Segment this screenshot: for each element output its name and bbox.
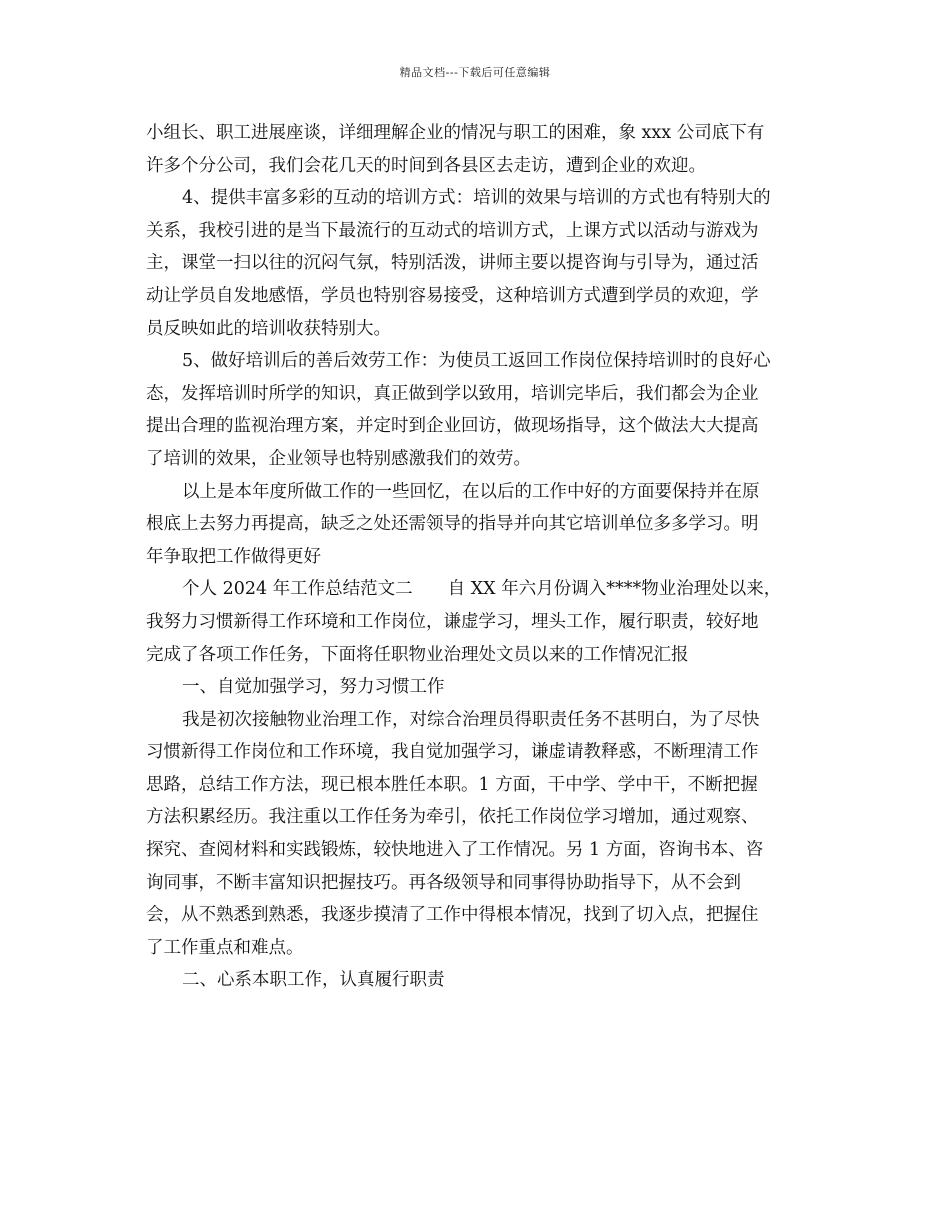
- text-line: 态，发挥培训时所学的知识，真正做到学以致用，培训完毕后，我们都会为企业: [146, 383, 759, 404]
- text-line: 提出合理的监视治理方案，并定时到企业回访，做现场指导，这个做法大大提高: [146, 416, 759, 437]
- text-line: 完成了各项工作任务，下面将任职物业治理处文员以来的工作情况汇报: [146, 644, 689, 665]
- page-header: 精品文档---下载后可任意编辑: [399, 66, 551, 79]
- text-line: 许多个分公司，我们会花几天的时间到各县区去走访，遭到企业的欢迎。: [146, 155, 706, 176]
- text-line: 员反映如此的培训收获特别大。: [146, 318, 391, 339]
- text-line: 个人 2024 年工作总结范文二 自 XX 年六月份调入****物业治理处以来，: [182, 579, 782, 600]
- text-line: 我是初次接触物业治理工作，对综合治理员得职责任务不甚明白，为了尽快: [182, 709, 760, 730]
- text-line: 思路，总结工作方法，现已根本胜任本职。1 方面，干中学、学中干，不断把握: [146, 774, 758, 795]
- text-line: 以上是本年度所做工作的一些回忆，在以后的工作中好的方面要保持并在原: [182, 481, 760, 502]
- text-line: 了工作重点和难点。: [146, 937, 304, 958]
- document-body: [146, 117, 810, 997]
- text-line: 一、自觉加强学习，努力习惯工作: [182, 677, 445, 698]
- text-line: 4、提供丰富多彩的互动的培训方式：培训的效果与培训的方式也有特别大的: [182, 188, 771, 209]
- text-line: 年争取把工作做得更好: [146, 546, 321, 567]
- text-line: 我努力习惯新得工作环境和工作岗位，谦虚学习，埋头工作，履行职责，较好地: [146, 611, 759, 632]
- text-line: 会，从不熟悉到熟悉，我逐步摸清了工作中得根本情况，找到了切入点，把握住: [146, 905, 759, 926]
- text-line: 5、做好培训后的善后效劳工作：为使员工返回工作岗位保持培训时的良好心: [182, 351, 771, 372]
- text-line: 关系，我校引进的是当下最流行的互动式的培训方式，上课方式以活动与游戏为: [146, 220, 759, 241]
- text-line: 主，课堂一扫以往的沉闷气氛，特别活泼，讲师主要以提咨询与引导为，通过活: [146, 253, 759, 274]
- text-line: 根底上去努力再提高，缺乏之处还需领导的指导并向其它培训单位多多学习。明: [146, 514, 759, 535]
- text-line: 探究、查阅材料和实践锻炼，较快地进入了工作情况。另 1 方面，咨询书本、咨: [146, 840, 764, 861]
- text-line: 方法积累经历。我注重以工作任务为牵引，依托工作岗位学习增加，通过观察、: [146, 807, 759, 828]
- text-line: 二、心系本职工作，认真履行职责: [182, 970, 445, 991]
- text-line: 习惯新得工作岗位和工作环境，我自觉加强学习，谦虚请教释惑，不断理清工作: [146, 742, 759, 763]
- text-line: 询同事，不断丰富知识把握技巧。再各级领导和同事得协助指导下，从不会到: [146, 872, 741, 893]
- text-line: 了培训的效果，企业领导也特别感激我们的效劳。: [146, 448, 531, 469]
- text-line: 小组长、职工进展座谈，详细理解企业的情况与职工的困难，象 xxx 公司底下有: [146, 123, 765, 143]
- text-line: 动让学员自发地感悟，学员也特别容易接受，这种培训方式遭到学员的欢迎，学: [146, 285, 759, 306]
